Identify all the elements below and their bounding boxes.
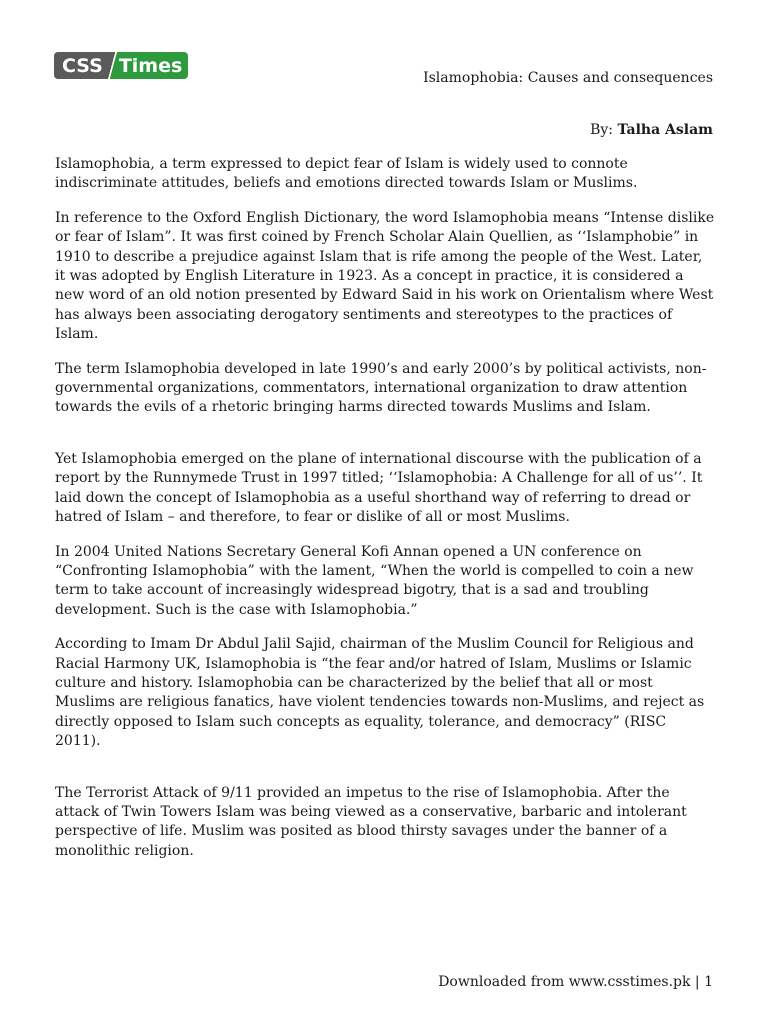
paragraph-6: According to Imam Dr Abdul Jalil Sajid, chairman of the Muslim Council for Religious and Racial Harmony UK, Islamophobia is “the fear and/or hatred of Islam, Muslims or Islamic culture and history. Islamophobia can be characterized by the belief that all or most Muslims are religious fanatics, have violent tendencies towards non-Muslims, and reject as directly opposed to Islam such concepts as equality, tolerance, and democracy” (RISC 2011). [55,636,705,750]
page-footer: Downloaded from www.csstimes.pk | 1 [438,974,713,990]
paragraph-1: Islamophobia, a term expressed to depict fear of Islam is widely used to connote indiscriminate attitudes, beliefs and emotions directed towards Islam or Muslims. [55,156,638,192]
paragraph-4: Yet Islamophobia emerged on the plane of international discourse with the publication of a report by the Runnymede Trust in 1997 titled; ‘‘Islamophobia: A Challenge for all of us’’. It laid down the concept of Islamophobia as a useful shorthand way of referring to dread or hatred of Islam – and therefore, to fear or dislike of all or most Muslims. [55,450,703,526]
article-body [55,155,715,876]
csstimes-logo [54,52,188,79]
author-name: Talha Aslam [617,122,713,138]
logo-css-text: CSS [54,52,107,79]
logo-times-text: Times [117,52,188,79]
paragraph-2: In reference to the Oxford English Dictionary, the word Islamophobia means “Intense dislike or fear of Islam”. It was first coined by French Scholar Alain Quellien, as ‘‘Islamphobie” in 1910 to describe a prejudice against Islam that is rife among the people of the West. Later, it was adopted by English Literature in 1923. As a concept in practice, it is considered a new word of an old notion presented by Edward Said in his work on Orientalism where West has always been associating derogatory sentiments and stereotypes to the practices of Islam. [55,209,715,343]
paragraph-3: The term Islamophobia developed in late 1990’s and early 2000’s by political activists, non-governmental organizations, commentators, international organization to draw attention towards the evils of a rhetoric bringing harms directed towards Muslims and Islam. [55,360,707,416]
logo-slash [107,52,117,79]
document-title: Islamophobia: Causes and consequences [423,70,713,86]
byline [590,122,713,138]
paragraph-5: In 2004 United Nations Secretary General Kofi Annan opened a UN conference on “Confronting Islamophobia” with the lament, “When the world is compelled to coin a new term to take account of increasingly widespread bigotry, that is a sad and troubling development. Such is the case with Islamophobia.” [55,543,694,618]
byline-label: By: [590,122,613,138]
paragraph-7: The Terrorist Attack of 9/11 provided an impetus to the rise of Islamophobia. After the attack of Twin Towers Islam was being viewed as a conservative, barbaric and intolerant perspective of life. Muslim was posited as blood thirsty savages under the banner of a monolithic religion. [55,784,687,859]
